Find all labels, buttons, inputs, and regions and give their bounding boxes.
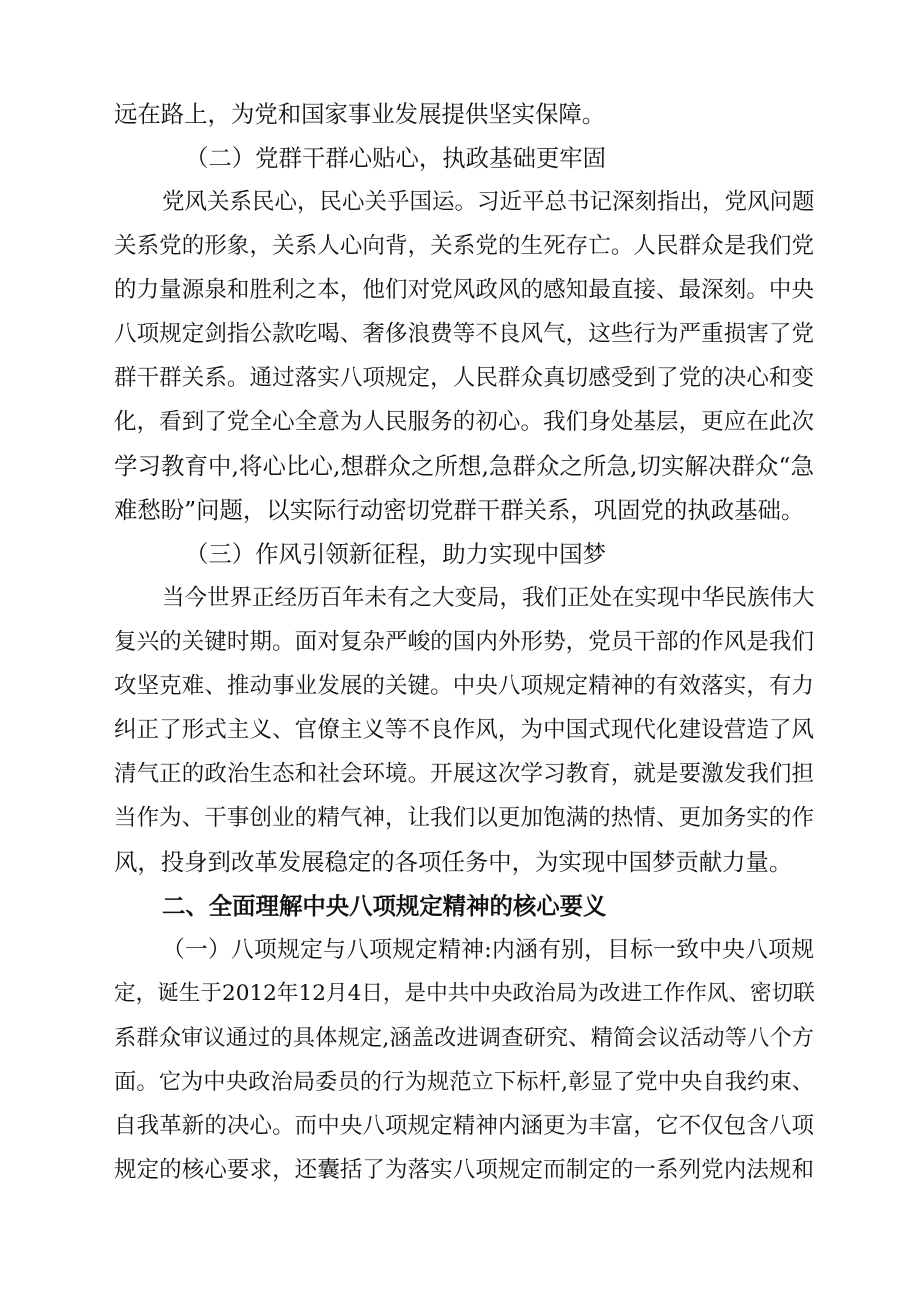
body-line: 八项规定剑指公款吃喝、奢侈浪费等不良风气，这些行为严重损害了党 xyxy=(114,321,814,347)
body-line: 群干群关系。通过落实八项规定，人民群众真切感受到了党的决心和变 xyxy=(114,365,814,391)
body-line: 党风关系民心，民心关乎国运。习近平总书记深刻指出，党风问题 xyxy=(162,189,815,215)
body-line: 面。它为中央政治局委员的行为规范立下标杆,彰显了党中央自我约束、 xyxy=(114,1069,814,1095)
body-line: 纠正了形式主义、官僚主义等不良作风，为中国式现代化建设营造了风 xyxy=(114,717,814,743)
body-line: 自我革新的决心。而中央八项规定精神内涵更为丰富，它不仅包含八项 xyxy=(114,1113,814,1139)
section-heading: 二、全面理解中央八项规定精神的核心要义 xyxy=(162,892,607,920)
body-line: 定，诞生于2012年12月4日，是中共中央政治局为改进工作作风、密切联 xyxy=(114,981,815,1006)
body-line: 化，看到了党全心全意为人民服务的初心。我们身处基层，更应在此次 xyxy=(114,409,814,435)
body-line: 系群众审议通过的具体规定,涵盖改进调查研究、精简会议活动等八个方 xyxy=(114,1025,814,1051)
body-line: 风，投身到改革发展稳定的各项任务中，为实现中国梦贡献力量。 xyxy=(114,848,793,876)
body-line: 的力量源泉和胜利之本，他们对党风政风的感知最直接、最深刻。中央 xyxy=(114,277,814,303)
body-line: 攻坚克难、推动事业发展的关键。中央八项规定精神的有效落实，有力 xyxy=(114,673,814,699)
body-line: 学习教育中,将心比心,想群众之所想,急群众之所急,切实解决群众“急 xyxy=(114,452,814,480)
body-line: 当今世界正经历百年未有之大变局，我们正处在实现中华民族伟大 xyxy=(162,585,815,611)
body-line: （一）八项规定与八项规定精神:内涵有别，目标一致中央八项规 xyxy=(162,937,814,963)
body-line: 规定的核心要求，还囊括了为落实八项规定而制定的一系列党内法规和 xyxy=(114,1157,814,1183)
body-line: 关系党的形象，关系人心向背，关系党的生死存亡。人民群众是我们党 xyxy=(114,233,814,259)
body-line: 远在路上，为党和国家事业发展提供坚实保障。 xyxy=(114,100,606,128)
body-line: 复兴的关键时期。面对复杂严峻的国内外形势，党员干部的作风是我们 xyxy=(114,629,814,655)
section-subheading: （三）作风引领新征程，助力实现中国梦 xyxy=(185,540,607,568)
body-line: 当作为、干事创业的精气神，让我们以更加饱满的热情、更加务实的作 xyxy=(114,805,814,831)
section-subheading: （二）党群干群心贴心，执政基础更牢固 xyxy=(185,144,607,172)
body-line: 清气正的政治生态和社会环境。开展这次学习教育，就是要激发我们担 xyxy=(114,761,814,787)
body-line: 难愁盼”问题，以实际行动密切党群干群关系，巩固党的执政基础。 xyxy=(114,496,805,524)
